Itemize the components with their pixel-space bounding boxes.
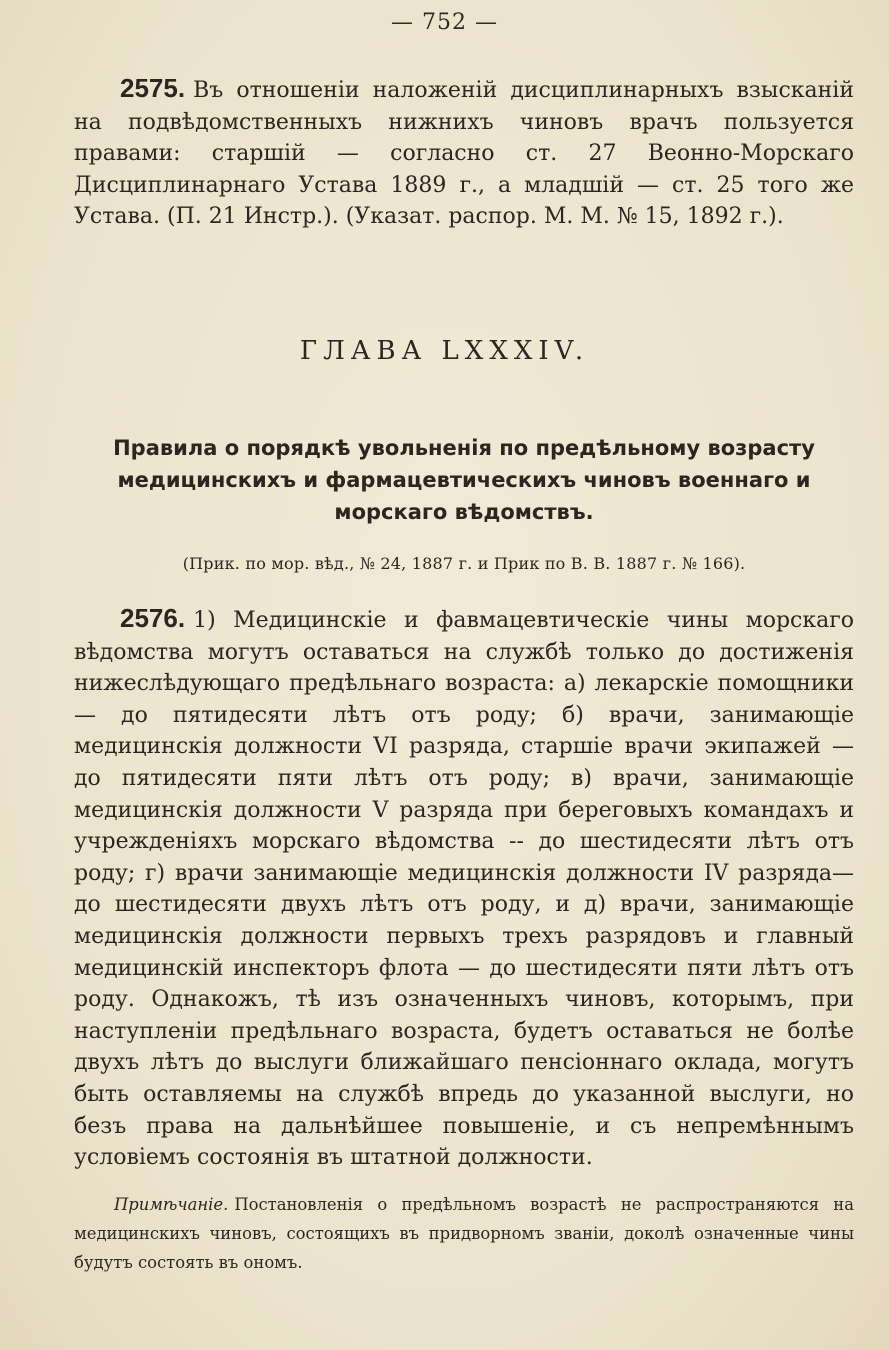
- note-text: Постановленія о предѣльномъ возрастѣ не распространяются на медицинскихъ чиновъ, состоящихъ въ придворномъ званіи, доколѣ означенные чины будутъ состоять въ ономъ.: [74, 1195, 854, 1272]
- article-2575-text: Въ отношеніи наложеній дисциплинарныхъ взысканій на подвѣдомственныхъ нижнихъ чиновъ врачъ пользуется правами: старшій — согласно ст. 27 Веонно-Морскаго Дисциплинарнаго Устава 1889 г., а младшій — ст. 25 того же Устава. (П. 21 Инстр.). (Указат. распор. М. М. № 15, 1892 г.).: [74, 78, 854, 230]
- chapter-title: Правила о порядкѣ увольненія по предѣльному возрасту медицинскихъ и фармацевтическихъ чиновъ военнаго и морскаго вѣдомствъ.: [113, 436, 815, 524]
- article-2575-paragraph: [74, 73, 854, 233]
- page-number: — 752 —: [391, 10, 498, 35]
- article-2576-text: 1) Медицинскіе и фавмацевтическіе чины морскаго вѣдомства могутъ оставаться на службѣ только до достиженія нижеслѣдующаго предѣльнаго возраста: а) лекарскіе помощники— до пятидесяти лѣтъ отъ роду; б) врачи, занимающіе медицинскія должности VI разряда, старшіе врачи экипажей — до пятидесяти пяти лѣтъ отъ роду; в) врачи, занимающіе медицинскія должности V разряда при береговыхъ командахъ и учрежденіяхъ морскаго вѣдомства -- до шестидесяти лѣтъ отъ роду; г) врачи занимающіе медицинскія должности IV разряда—до шестидесяти двухъ лѣтъ отъ роду, и д) врачи, занимающіе медицинскія должности первыхъ трехъ разрядовъ и главный медицинскій инспекторъ флота — до шестидесяти пяти лѣтъ отъ роду. Однакожъ, тѣ изъ означенныхъ чиновъ, которымъ, при наступленіи предѣльнаго возраста, будетъ оставаться не болѣе двухъ лѣтъ до выслуги ближайшаго пенсіоннаго оклада, могутъ быть оставляемы на службѣ впредь до указанной выслуги, но безъ права на дальнѣйшее повышеніе, и съ непремѣннымъ условіемъ состоянія въ штатной должности.: [74, 608, 854, 1171]
- note-label: Примѣчаніе.: [114, 1195, 229, 1214]
- chapter-reference: (Прик. по мор. вѣд., № 24, 1887 г. и Прик по В. В. 1887 г. № 166).: [182, 554, 746, 573]
- chapter-heading: ГЛАВА LXXXIV.: [299, 336, 590, 366]
- article-2576-paragraph: [74, 603, 854, 1174]
- article-2575: [74, 73, 854, 233]
- article-2576-number: 2576.: [120, 603, 186, 633]
- article-2575-number: 2575.: [120, 73, 186, 103]
- note: [74, 1190, 854, 1277]
- article-2576: [74, 603, 854, 1174]
